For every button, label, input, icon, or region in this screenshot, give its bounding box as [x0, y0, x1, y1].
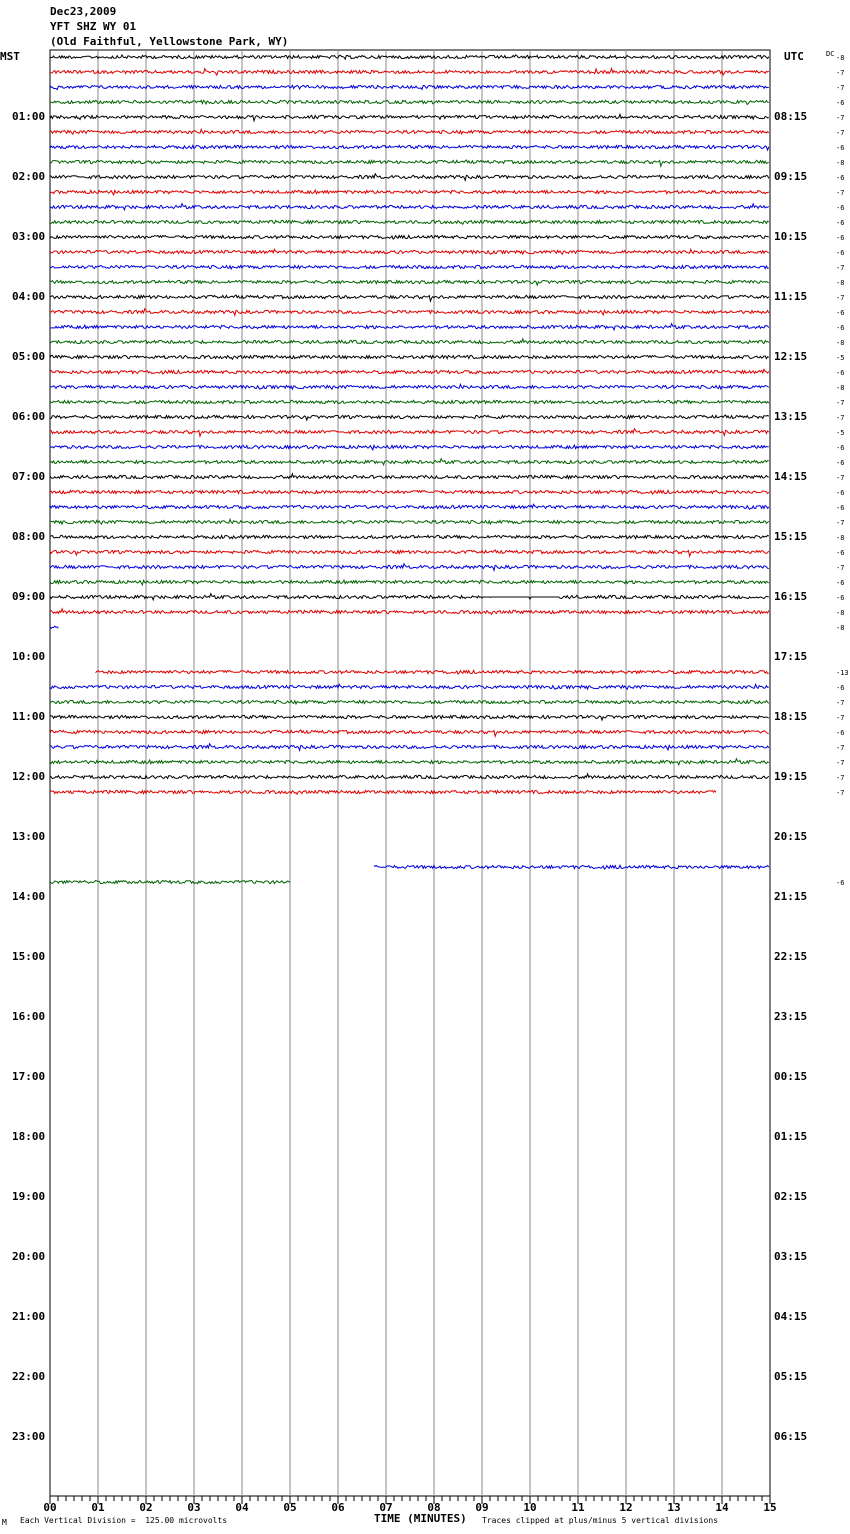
- trace-line: [50, 550, 769, 556]
- utc-hour-label: 11:15: [774, 290, 808, 303]
- trace-line: [50, 114, 769, 121]
- mst-hour-label: 13:00: [12, 830, 46, 843]
- dc-offset-label: -6: [836, 489, 845, 497]
- mst-hour-label: 20:00: [12, 1250, 46, 1263]
- trace-line: [50, 85, 769, 89]
- trace-line: [50, 55, 769, 59]
- trace-line: [50, 880, 290, 883]
- mst-hour-label: 21:00: [12, 1310, 46, 1323]
- mst-hour-label: 10:00: [12, 650, 46, 663]
- trace-line: [50, 564, 769, 571]
- dc-offset-label: -6: [836, 369, 845, 377]
- utc-hour-label: 21:15: [774, 890, 808, 903]
- mst-hour-label: 15:00: [12, 950, 46, 963]
- trace-line: [50, 160, 769, 166]
- dc-offset-label: -7: [836, 699, 845, 707]
- dc-offset-label: -7: [836, 399, 845, 407]
- trace-line: [50, 415, 769, 420]
- trace-line: [50, 744, 769, 751]
- dc-offset-label: -8: [836, 279, 845, 287]
- utc-hour-label: 05:15: [774, 1370, 808, 1383]
- trace-line: [50, 700, 769, 704]
- mst-hour-label: 12:00: [12, 770, 46, 783]
- trace-line: [50, 265, 769, 269]
- trace-line: [50, 626, 58, 628]
- trace-line: [50, 100, 769, 104]
- dc-offset-label: -6: [836, 204, 845, 212]
- x-tick-label: 10: [523, 1501, 537, 1514]
- utc-hour-label: 00:15: [774, 1070, 808, 1083]
- dc-offset-label: -7: [836, 774, 845, 782]
- dc-offset-label: -7: [836, 129, 845, 137]
- dc-offset-label: -6: [836, 594, 845, 602]
- mst-hour-label: 11:00: [12, 710, 46, 723]
- dc-offset-label: -7: [836, 69, 845, 77]
- dc-offset-label: -6: [836, 174, 845, 182]
- mst-hour-label: 14:00: [12, 890, 46, 903]
- trace-line: [50, 535, 769, 538]
- mst-hour-label: 07:00: [12, 470, 46, 483]
- dc-offset-label: -8: [836, 339, 845, 347]
- x-tick-label: 06: [331, 1501, 345, 1514]
- mst-hour-label: 23:00: [12, 1430, 46, 1443]
- trace-line: [50, 204, 769, 210]
- dc-offset-label: -6: [836, 99, 845, 107]
- utc-hour-label: 14:15: [774, 470, 808, 483]
- trace-line: [50, 220, 769, 224]
- dc-offset-label: -7: [836, 564, 845, 572]
- station-location: (Old Faithful, Yellowstone Park, WY): [50, 35, 289, 48]
- x-tick-label: 13: [667, 1501, 681, 1514]
- dc-offset-label: -6: [836, 309, 845, 317]
- trace-line: [50, 369, 769, 374]
- dc-offset-label: -13: [836, 669, 849, 677]
- utc-hour-label: 10:15: [774, 230, 808, 243]
- dc-offset-label: -7: [836, 84, 845, 92]
- dc-offset-label: -7: [836, 474, 845, 482]
- trace-line: [50, 235, 769, 239]
- mst-hour-label: 05:00: [12, 350, 46, 363]
- x-tick-label: 07: [379, 1501, 393, 1514]
- utc-hour-label: 03:15: [774, 1250, 808, 1263]
- trace-line: [50, 519, 769, 524]
- x-axis-title: TIME (MINUTES): [374, 1512, 467, 1525]
- utc-hour-label: 16:15: [774, 590, 808, 603]
- trace-line: [50, 474, 769, 480]
- utc-hour-label: 12:15: [774, 350, 808, 363]
- utc-hour-label: 01:15: [774, 1130, 808, 1143]
- mst-hour-label: 06:00: [12, 410, 46, 423]
- x-tick-label: 11: [571, 1501, 585, 1514]
- dc-offset-label: -8: [836, 159, 845, 167]
- x-tick-label: 14: [715, 1501, 729, 1514]
- x-tick-label: 00: [43, 1501, 57, 1514]
- utc-hour-label: 02:15: [774, 1190, 808, 1203]
- trace-line: [50, 145, 769, 150]
- station-code: YFT SHZ WY 01: [50, 20, 137, 33]
- dc-offset-label: -6: [836, 249, 845, 257]
- dc-offset-label: -5: [836, 429, 845, 437]
- dc-offset-label: -7: [836, 759, 845, 767]
- trace-line: [50, 280, 769, 285]
- x-tick-label: 03: [187, 1501, 201, 1514]
- mst-hour-label: 18:00: [12, 1130, 46, 1143]
- mst-hour-label: 19:00: [12, 1190, 46, 1203]
- dc-offset-label: -5: [836, 354, 845, 362]
- trace-line: [50, 715, 769, 720]
- trace-line: [50, 339, 769, 344]
- trace-line: [50, 129, 769, 134]
- mst-hour-label: 03:00: [12, 230, 46, 243]
- trace-line: [50, 580, 769, 585]
- dc-offset-label: -8: [836, 54, 845, 62]
- trace-line: [50, 190, 769, 195]
- x-tick-label: 01: [91, 1501, 105, 1514]
- trace-line: [50, 594, 769, 600]
- dc-offset-label: -6: [836, 234, 845, 242]
- dc-offset-label: -6: [836, 684, 845, 692]
- dc-offset-label: -7: [836, 264, 845, 272]
- trace-line: [50, 355, 769, 359]
- utc-hour-label: 13:15: [774, 410, 808, 423]
- trace-line: [374, 865, 769, 869]
- mst-hour-label: 09:00: [12, 590, 46, 603]
- utc-hour-label: 08:15: [774, 110, 808, 123]
- trace-line: [50, 504, 769, 509]
- utc-hour-label: 17:15: [774, 650, 808, 663]
- dc-offset-label: -7: [836, 114, 845, 122]
- trace-line: [50, 295, 769, 301]
- dc-offset-label: -6: [836, 729, 845, 737]
- dc-offset-label: -6: [836, 579, 845, 587]
- trace-line: [50, 459, 769, 465]
- x-tick-label: 09: [475, 1501, 489, 1514]
- utc-axis-title: UTC: [784, 50, 804, 63]
- dc-offset-label: -6: [836, 324, 845, 332]
- mst-hour-label: 01:00: [12, 110, 46, 123]
- utc-hour-label: 20:15: [774, 830, 808, 843]
- x-tick-label: 02: [139, 1501, 153, 1514]
- utc-hour-label: 23:15: [774, 1010, 808, 1023]
- dc-offset-label: -6: [836, 549, 845, 557]
- trace-line: [50, 445, 769, 450]
- dc-offset-label: -8: [836, 534, 845, 542]
- trace-line: [50, 400, 769, 403]
- mst-hour-label: 22:00: [12, 1370, 46, 1383]
- dc-offset-label: -8: [836, 609, 845, 617]
- dc-offset-label: -7: [836, 189, 845, 197]
- trace-line: [50, 309, 769, 316]
- x-tick-label: 04: [235, 1501, 249, 1514]
- utc-hour-label: 18:15: [774, 710, 808, 723]
- trace-line: [50, 384, 769, 389]
- utc-hour-label: 09:15: [774, 170, 808, 183]
- mst-hour-label: 16:00: [12, 1010, 46, 1023]
- trace-line: [50, 68, 769, 75]
- trace-line: [50, 759, 769, 765]
- trace-line: [50, 730, 769, 736]
- trace-line: [96, 670, 769, 674]
- dc-offset-label: -6: [836, 444, 845, 452]
- dc-offset-label: -6: [836, 879, 845, 887]
- trace-line: [50, 609, 769, 615]
- trace-line: [50, 324, 769, 330]
- dc-offset-label: -8: [836, 624, 845, 632]
- trace-line: [50, 490, 769, 494]
- mst-hour-label: 04:00: [12, 290, 46, 303]
- dc-column-title: DC: [826, 50, 835, 58]
- dc-offset-label: -7: [836, 519, 845, 527]
- dc-offset-label: -7: [836, 414, 845, 422]
- plot-frame: [50, 50, 770, 1496]
- mst-hour-label: 08:00: [12, 530, 46, 543]
- x-tick-label: 05: [283, 1501, 297, 1514]
- trace-line: [50, 684, 769, 689]
- clip-note: Traces clipped at plus/minus 5 vertical divisions: [482, 1516, 719, 1525]
- dc-offset-label: -6: [836, 459, 845, 467]
- dc-offset-label: -7: [836, 789, 845, 797]
- utc-hour-label: 19:15: [774, 770, 808, 783]
- dc-offset-label: -7: [836, 744, 845, 752]
- mst-axis-title: MST: [0, 50, 20, 63]
- utc-hour-label: 22:15: [774, 950, 808, 963]
- trace-line: [50, 249, 769, 254]
- dc-offset-label: -7: [836, 714, 845, 722]
- trace-line: [50, 174, 769, 181]
- dc-offset-label: -7: [836, 294, 845, 302]
- utc-hour-label: 06:15: [774, 1430, 808, 1443]
- dc-offset-label: -6: [836, 504, 845, 512]
- trace-line: [50, 790, 716, 794]
- utc-hour-label: 15:15: [774, 530, 808, 543]
- mst-hour-label: 17:00: [12, 1070, 46, 1083]
- dc-offset-label: -8: [836, 384, 845, 392]
- mst-hour-label: 02:00: [12, 170, 46, 183]
- x-tick-label: 12: [619, 1501, 633, 1514]
- plot-date: Dec23,2009: [50, 5, 117, 18]
- utc-hour-label: 04:15: [774, 1310, 808, 1323]
- vertical-scale-note: Each Vertical Division = 125.00 microvolts: [20, 1516, 228, 1525]
- x-tick-label: 08: [427, 1501, 441, 1514]
- x-tick-label: 15: [763, 1501, 777, 1514]
- dc-offset-label: -6: [836, 219, 845, 227]
- corner-mark: M: [2, 1518, 7, 1527]
- trace-line: [50, 774, 769, 779]
- trace-line: [50, 429, 769, 437]
- dc-offset-label: -6: [836, 144, 845, 152]
